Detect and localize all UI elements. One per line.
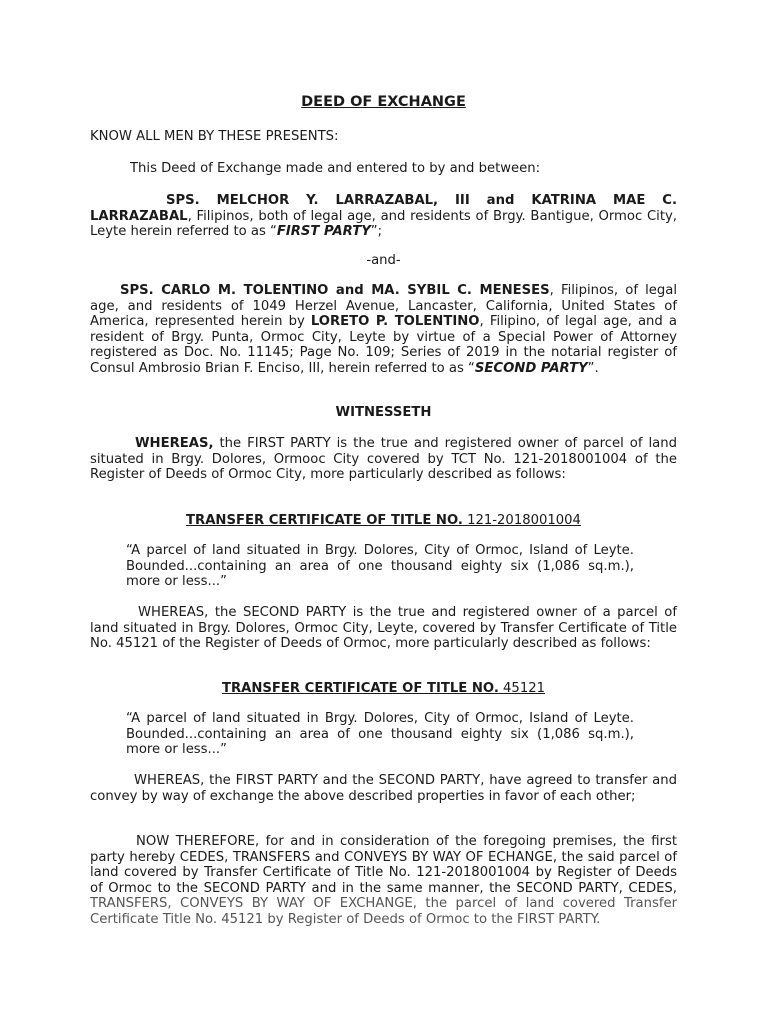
second-party-details-b: , Filipino, of legal age, and a resident of Brgy. Punta, Ormoc City, Leyte by virtue of a Special Power of Attorney registered as Doc. No. 11145; Page No. 109; Series of 2019 in the notarial register of Consul Ambrosio Brian F. Enciso, III, herein referred to as “ [90,314,677,376]
second-party-paragraph [90,283,677,377]
now-therefore-tail: TRANSFERS, CONVEYS BY WAY OF EXCHANGE, the parcel of land covered Transfer Certificate Title No. 45121 by Register of Deeds of Ormoc to the FIRST PARTY. [90,896,677,927]
first-party-label: FIRST PARTY [276,224,371,240]
tct-heading-1 [90,513,677,529]
second-party-representative: LORETO P. TOLENTINO [310,314,480,330]
witnesseth-heading: WITNESSETH [335,405,432,420]
second-party-closing: ”. [587,360,599,376]
and-separator: -and- [366,253,401,268]
first-party-paragraph [90,193,677,240]
first-party-names-a: SPS. MELCHOR Y. LARRAZABAL, III and KATRINA MAE C. [166,193,677,208]
document-title: DEED OF EXCHANGE [301,94,466,110]
second-party-label: SECOND PARTY [474,360,588,376]
tct-label-2: TRANSFER CERTIFICATE OF TITLE NO. [221,681,499,696]
second-party-names: SPS. CARLO M. TOLENTINO and MA. SYBIL C. MENESES [120,283,550,298]
made-between-line: This Deed of Exchange made and entered to by and between: [130,161,541,176]
tct-number-1: 121-2018001004 [467,513,581,528]
intro-line: KNOW ALL MEN BY THESE PRESENTS: [90,129,339,144]
first-party-names-b: LARRAZABAL [90,208,188,224]
first-party-details: , Filipinos, both of legal age, and residents of Brgy. Bantigue, Ormoc City, Leyte herein referred to as “ [90,208,677,240]
tct-heading-2 [90,681,677,697]
whereas-first-text: the FIRST PARTY is the true and registered owner of parcel of land situated in Brgy. Dolores, Ormooc City covered by TCT No. 121-2018001004 of the Register of Deeds of Ormoc City, more particularly described as follows: [90,436,677,483]
whereas-third-paragraph: WHEREAS, the FIRST PARTY and the SECOND PARTY, have agreed to transfer and convey by way of exchange the above described properties in favor of each other; [90,773,677,804]
tct-label-1: TRANSFER CERTIFICATE OF TITLE NO. [186,513,463,528]
land-description-quote-2: “A parcel of land situated in Brgy. Dolores, City of Ormoc, Island of Leyte. Bounded...containing an area of one thousand eighty six (1,086 sq.m.), more or less...” [126,711,634,758]
tct-number-2: 45121 [503,681,545,696]
now-therefore-paragraph [90,834,677,928]
whereas-first-paragraph [90,436,677,483]
whereas-second-paragraph: WHEREAS, the SECOND PARTY is the true and registered owner of a parcel of land situated in Brgy. Dolores, Ormoc City, Leyte, covered by Transfer Certificate of Title No. 45121 of the Register of Deeds of Ormoc, more particularly described as follows: [90,605,677,652]
land-description-quote-1: “A parcel of land situated in Brgy. Dolores, City of Ormoc, Island of Leyte. Bounded...containing an area of one thousand eighty six (1,086 sq.m.), more or less...” [126,543,634,590]
second-party-details-a: , Filipinos, of legal age, and residents of 1049 Herzel Avenue, Lancaster, California, United States of America, represented herein by [90,283,677,330]
now-therefore-main: NOW THEREFORE, for and in consideration of the foregoing premises, the first party hereby CEDES, TRANSFERS and CONVEYS BY WAY OF ECHANGE, the said parcel of land covered by Transfer Certificate of Title No. 121-2018001004 by Register of Deeds of Ormoc to the SECOND PARTY and in the same manner, the SECOND PARTY, CEDES, [90,834,677,896]
first-party-closing: ”; [370,224,383,240]
whereas-lead: WHEREAS, [135,436,214,451]
